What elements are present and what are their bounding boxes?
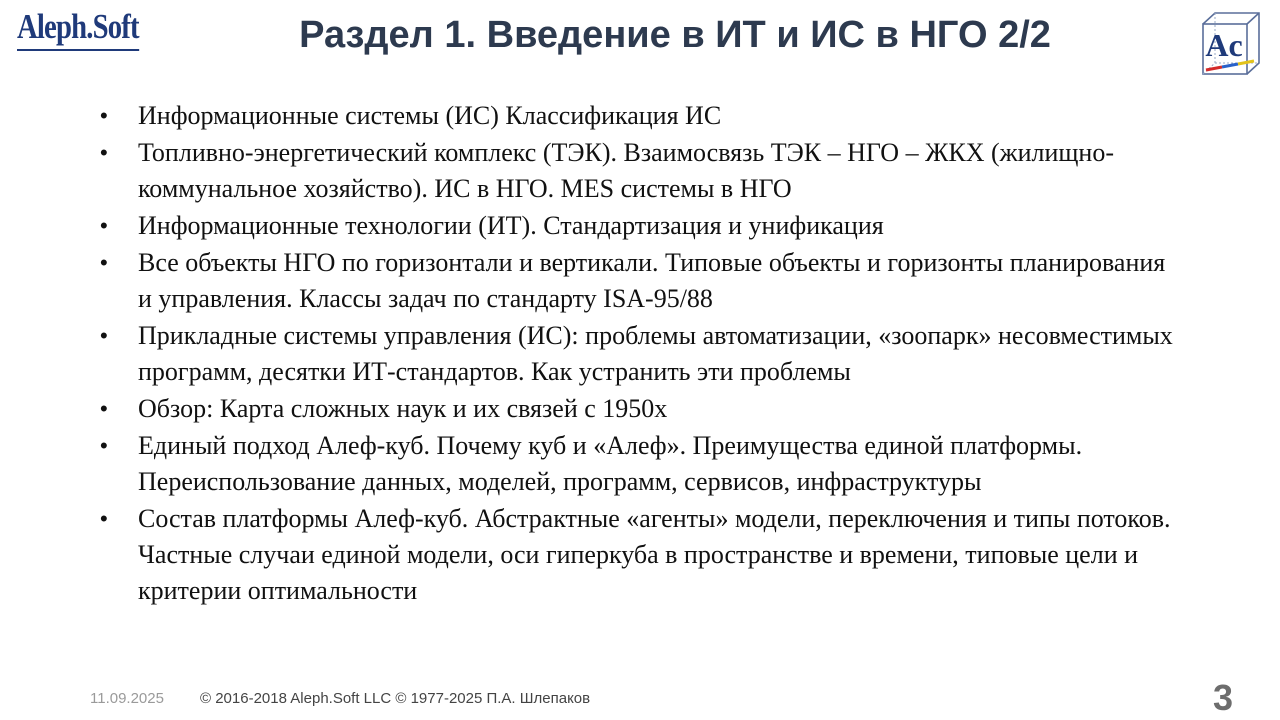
page-number: 3: [1212, 677, 1233, 718]
bullet-item: • Информационные системы (ИС) Классификация ИС: [100, 98, 1175, 134]
bullet-item: • Топливно-энергетический комплекс (ТЭК). Взаимосвязь ТЭК – НГО – ЖКХ (жилищно-коммунальное хозяйство). ИС в НГО. MES системы в НГО: [100, 135, 1175, 207]
footer-copyright: © 2016-2018 Aleph.Soft LLC © 1977-2025 П.А. Шлепаков: [200, 690, 591, 707]
bullet-item: • Прикладные системы управления (ИС): проблемы автоматизации, «зоопарк» несовместимых программ, десятки ИТ-стандартов. Как устранить эти проблемы: [100, 318, 1175, 390]
bullet-item: • Единый подход Алеф-куб. Почему куб и «Алеф». Преимущества единой платформы. Переиспользование данных, моделей, программ, сервисов, инфраструктуры: [100, 428, 1175, 500]
agenda-bullet-list: [100, 98, 1175, 610]
bullet-item: • Состав платформы Алеф-куб. Абстрактные «агенты» модели, переключения и типы потоков. Частные случаи единой модели, оси гиперкуба в пространстве и времени, типовые цели и критерии оптимальности: [100, 501, 1175, 609]
footer-date: 11.09.2025: [90, 690, 164, 707]
aleph-soft-logo: Aleph.Soft: [17, 6, 139, 51]
slide-title: Раздел 1. Введение в ИТ и ИС в НГО 2/2: [299, 14, 1051, 56]
bullet-item: • Все объекты НГО по горизонтали и вертикали. Типовые объекты и горизонты планирования и управления. Классы задач по стандарту ISA-95/88: [100, 245, 1175, 317]
svg-text:Ac: Ac: [1205, 27, 1243, 63]
aleph-cube-logo-icon: [1202, 12, 1260, 76]
bullet-item: • Информационные технологии (ИТ). Стандартизация и унификация: [100, 208, 1175, 244]
bullet-item: • Обзор: Карта сложных наук и их связей с 1950х: [100, 391, 1175, 427]
